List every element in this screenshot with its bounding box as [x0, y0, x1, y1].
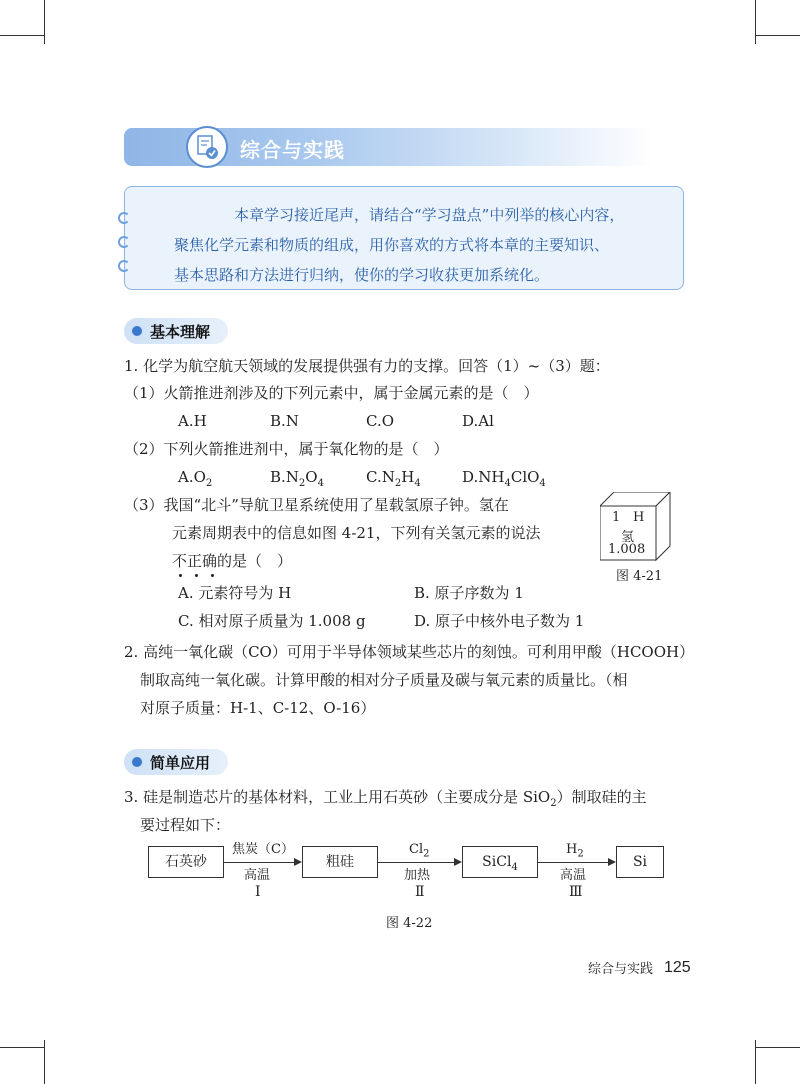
step-condition-top: $H_2$: [566, 842, 584, 860]
step-condition-bottom: 高温: [244, 868, 271, 883]
ring-icon: [118, 260, 130, 272]
step-roman: Ⅰ: [255, 884, 261, 900]
option: A.H: [178, 412, 207, 430]
option: B. 原子序数为 1: [414, 584, 524, 602]
arrow-head-icon: [608, 858, 616, 866]
intro-text: [174, 200, 674, 290]
section-title: 简单应用: [150, 754, 211, 772]
option: D. 原子中核外电子数为 1: [414, 612, 585, 630]
step-condition-top: 焦炭（C）: [232, 842, 294, 857]
step-roman: Ⅱ: [415, 884, 425, 900]
document-check-icon: [186, 126, 228, 168]
question-1-3-line: （3）我国“北斗”导航卫星系统使用了星载氢原子钟。氢在: [124, 496, 509, 514]
option: C.O: [366, 412, 395, 430]
ring-icon: [118, 236, 130, 248]
bullet-icon: [130, 755, 144, 769]
element-symbol: H: [633, 510, 645, 525]
figure-caption: 图 4-21: [616, 569, 663, 584]
option: A. 元素符号为 H: [178, 584, 292, 602]
flow-box-silicon: Si: [616, 846, 664, 878]
atomic-mass: 1.008: [608, 542, 646, 557]
question-1-1-stem: （1）火箭推进剂涉及的下列元素中，属于金属元素的是（ ）: [124, 384, 539, 402]
option: D.Al: [462, 412, 494, 430]
option: $A.O_2$: [178, 468, 213, 489]
element-name: 氢: [621, 530, 635, 545]
question-1-3-line: 元素周期表中的信息如图 4-21，下列有关氢元素的说法: [172, 524, 541, 542]
option: C. 相对原子质量为 1.008 g: [178, 612, 366, 630]
figure-caption: 图 4-22: [386, 916, 433, 931]
emphasis-dot: [195, 574, 198, 577]
step-condition-bottom: 高温: [560, 868, 587, 883]
option: $B.N_2O_4$: [270, 468, 324, 489]
question-2-line: 对原子质量：H-1、C-12、O-16）: [140, 699, 376, 717]
question-1-stem: 1. 化学为航空航天领域的发展提供强有力的支撑。回答（1）~（3）题：: [124, 357, 610, 375]
option: $D.NH_4ClO_4$: [462, 468, 546, 489]
step-condition-top: $Cl_2$: [409, 842, 430, 860]
flow-arrow: [224, 862, 294, 863]
option: $C.N_2H_4$: [366, 468, 421, 489]
arrow-head-icon: [294, 858, 302, 866]
step-condition-bottom: 加热: [404, 868, 431, 883]
bullet-icon: [130, 324, 144, 338]
intro-line: 基本思路和方法进行归纳，使你的学习收获更加系统化。: [174, 266, 550, 284]
intro-line: 本章学习接近尾声，请结合“学习盘点”中列举的核心内容，: [234, 206, 625, 224]
question-2-line: 2. 高纯一氧化碳（CO）可用于半导体领域某些芯片的刻蚀。可利用甲酸（HCOOH）: [124, 643, 695, 661]
question-1-2-stem: （2）下列火箭推进剂中，属于氧化物的是（ ）: [124, 440, 449, 458]
arrow-head-icon: [454, 858, 462, 866]
emphasis-dot: [211, 574, 214, 577]
flow-box-sicl4: SiCl$_4$: [462, 846, 538, 878]
question-3-line: 3. 硅是制造芯片的基体材料，工业上用石英砂（主要成分是 SiO$_2$）制取硅的主: [124, 788, 647, 809]
question-1-3-line: 不正确的是（ ）: [172, 552, 293, 570]
flow-box-crude-silicon: 粗硅: [302, 846, 378, 878]
atomic-number: 1: [612, 510, 621, 525]
question-3-line: 要过程如下：: [140, 816, 231, 834]
footer-section: 综合与实践: [588, 962, 654, 977]
emphasis-dot: [179, 574, 182, 577]
option: B.N: [270, 412, 299, 430]
element-cube-figure: [600, 492, 672, 562]
ring-icon: [118, 212, 130, 224]
banner-title: 综合与实践: [240, 138, 345, 162]
question-2-line: 制取高纯一氧化碳。计算甲酸的相对分子质量及碳与氧元素的质量比。（相: [140, 671, 628, 689]
flow-box-quartz-sand: 石英砂: [148, 846, 224, 878]
step-roman: Ⅲ: [569, 884, 583, 900]
page-number: 125: [664, 959, 691, 976]
intro-line: 聚焦化学元素和物质的组成，用你喜欢的方式将本章的主要知识、: [174, 236, 610, 254]
section-title: 基本理解: [150, 323, 211, 341]
